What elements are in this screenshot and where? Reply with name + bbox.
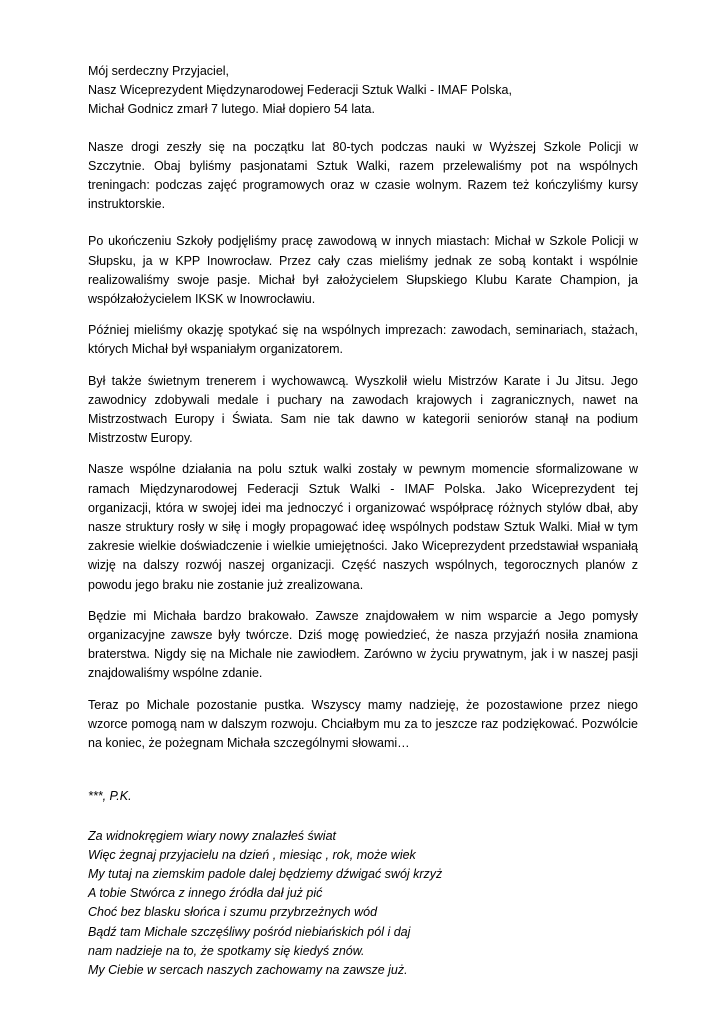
poem-line: My Ciebie w sercach naszych zachowamy na zawsze już. [88,962,408,977]
letter-paragraph: Po ukończeniu Szkoły podjęliśmy pracę zawodową w innych miastach: Michał w Szkole Policji w Słupsku, ja w KPP Inowrocław. Przez cały czas mieliśmy jednak ze sobą kontakt i wspólnie realizowaliśmy swoje pasje. Michał był założycielem Słupskiego Klubu Karate Champion, ja współzałożycielem IKSK w Inowrocławiu. [88,234,638,307]
letter-paragraph: Nasze wspólne działania na polu sztuk walki zostały w pewnym momencie sformalizowane w ramach Międzynarodowej Federacji Sztuk Walki - IMAF Polska. Jako Wiceprezydent tej organizacji, która w swojej idei ma jednoczyć i organizować współpracę różnych stylów dbał, aby nasze struktury rosły w siłę i mogły propagować ideę wspólnych podstaw Sztuk Walki. Miał w tym zakresie wielkie doświadczenie i wielkie umiejętności. Jako Wiceprezydent przedstawiał wspaniałą wizję na dalszy rozwój naszej organizacji. Część naszych wspólnych, tegorocznych planów z powodu jego braku nie zostanie już zrealizowana. [88,462,638,592]
poem-line: A tobie Stwórca z innego źródła dał już pić [88,886,323,901]
poem-line: Za widnokręgiem wiary nowy znalazłeś świat [88,828,337,843]
poem-block [88,827,638,981]
poem-line: Choć bez blasku słońca i szumu przybrzeżnych wód [88,905,378,920]
poem-line: Więc żegnaj przyjacielu na dzień , miesiąc , rok, może wiek [88,847,416,862]
poem-line: nam nadzieje na to, że spotkamy się kiedyś znów. [88,943,365,958]
letter-paragraph: Później mieliśmy okazję spotykać się na wspólnych imprezach: zawodach, seminariach, stażach, których Michał był wspaniałym organizatorem. [88,323,638,357]
poem-line: My tutaj na ziemskim padole dalej będziemy dźwigać swój krzyż [88,866,443,881]
letter-paragraph: Był także świetnym trenerem i wychowawcą. Wyszkolił wielu Mistrzów Karate i Ju Jitsu. Jego zawodnicy zdobywali medale i puchary na zawodach krajowych i zagranicznych, nawet na Mistrzostwach Europy i Świata. Sam nie tak dawno w kategorii seniorów stanął na podium Mistrzostw Europy. [88,373,638,446]
greeting-line: Mój serdeczny Przyjaciel, [88,64,230,78]
greeting-line: Nasz Wiceprezydent Międzynarodowej Federacji Sztuk Walki - IMAF Polska, [88,83,512,98]
letter-paragraph: Nasze drogi zeszły się na początku lat 80-tych podczas nauki w Wyższej Szkole Policji w Szczytnie. Obaj byliśmy pasjonatami Sztuk Walki, razem przelewaliśmy pot na wspólnych treningach: podczas zajęć programowych oraz w czasie wolnym. Razem też kończyliśmy kursy instruktorskie. [88,139,638,212]
letter-paragraph: Teraz po Michale pozostanie pustka. Wszyscy mamy nadzieję, że pozostawione przez niego wzorce pomogą nam w dalszym rozwoju. Chciałbym mu za to jeszcze raz podziękować. Pozwólcie na koniec, że pożegnam Michała szczególnymi słowami… [88,697,638,751]
poem-line: Bądź tam Michale szczęśliwy pośród niebiańskich pól i daj [88,924,411,939]
letter-paragraph: Będzie mi Michała bardzo brakowało. Zawsze znajdowałem w nim wsparcie a Jego pomysły organizacyjne zawsze były twórcze. Dziś mogę powiedzieć, że nasza przyjaźń nosiła znamiona braterstwa. Nigdy się na Michale nie zawiodłem. Zarówno w życiu prywatnym, jak i w naszej pasji znajdowaliśmy wspólne zdanie. [88,608,638,681]
greeting-block [88,62,638,120]
poem-signature: ***, P.K. [88,789,132,804]
letter-page [88,62,638,980]
greeting-line: Michał Godnicz zmarł 7 lutego. Miał dopiero 54 lata. [88,102,375,117]
